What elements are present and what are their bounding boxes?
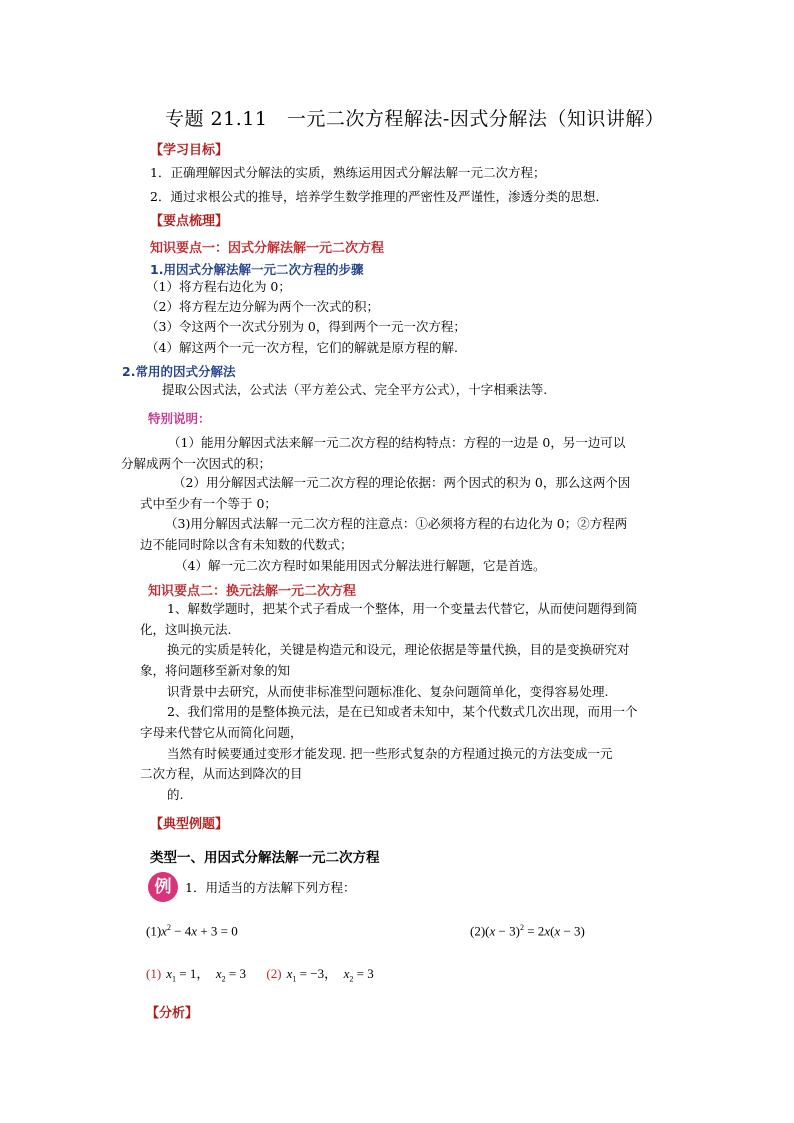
step-3: （3）令这两个一次式分别为 0，得到两个一元一次方程； <box>146 319 466 334</box>
objectives-label: 【学习目标】 <box>150 143 229 158</box>
page-title: 专题 21.11 一元二次方程解法-因式分解法（知识讲解） <box>165 108 665 130</box>
kp2-line-10: 的. <box>167 787 184 802</box>
note-line-6: 边不能同时除以含有未知数的代数式； <box>140 537 353 552</box>
examples-label: 【典型例题】 <box>150 817 229 832</box>
kp2-line-9: 二次方程，从而达到降次的目 <box>140 766 303 781</box>
answer-2: $x_1 = -3$， $x_2 = 3$ <box>286 966 374 984</box>
kp2-line-5: 识背景中去研究，从而使非标准型问题标准化、复杂问题简单化，变得容易处理. <box>167 684 609 699</box>
equation-2-label: (2) <box>470 923 486 939</box>
note-line-1: （1）能用分解因式法来解一元二次方程的结构特点：方程的一边是 0，另一边可以 <box>168 435 626 450</box>
methods-text: 提取公因式法，公式法（平方差公式、完全平方公式），十字相乘法等. <box>162 382 548 397</box>
equation-1: $(1)x^2 - 4x + 3 = 0$ <box>146 923 238 939</box>
kp1-heading: 知识要点一：因式分解法解一元二次方程 <box>150 241 385 256</box>
step-2: （2）将方程左边分解为两个一次式的积； <box>146 299 379 314</box>
example-prompt: 1．用适当的方法解下列方程： <box>185 880 356 895</box>
note-line-2: 分解成两个一次因式的积； <box>121 456 272 471</box>
kp1-sub1-title: 1.用因式分解法解一元二次方程的步骤 <box>150 262 364 277</box>
kp1-sub2-title: 2.常用的因式分解法 <box>122 364 236 379</box>
kp2-heading: 知识要点二：换元法解一元二次方程 <box>148 584 357 599</box>
answer-line <box>146 963 374 984</box>
equation-2: $(2)(x - 3)^2 = 2x(x - 3)$ <box>470 923 585 939</box>
answer-1-label: (1) <box>146 966 162 981</box>
step-4: （4）解这两个一元一次方程，它们的解就是原方程的解. <box>146 340 458 355</box>
objective-2: 2．通过求根公式的推导，培养学生数学推理的严密性及严谨性，渗透分类的思想． <box>150 189 608 204</box>
step-1: （1）将方程右边化为 0； <box>146 279 291 294</box>
type-heading: 类型一、用因式分解法解一元二次方程 <box>150 850 380 866</box>
objective-1: 1．正确理解因式分解法的实质，熟练运用因式分解法解一元二次方程； <box>150 165 546 180</box>
kp2-line-6: 2、我们常用的是整体换元法，是在已知或者未知中，某个代数式几次出现，而用一个 <box>167 704 638 719</box>
analysis-label: 【分析】 <box>146 1006 199 1021</box>
kp2-line-2: 化，这叫换元法. <box>140 622 232 637</box>
answer-1: $x_1 = 1$， $x_2 = 3$ <box>166 966 247 984</box>
kp2-line-3: 换元的实质是转化，关键是构造元和设元，理论依据是等量代换，目的是变换研究对 <box>167 642 630 657</box>
note-line-4: 式中至少有一个等于 0； <box>140 496 277 511</box>
note-line-7: （4）解一元二次方程时如果能用因式分解法进行解题，它是首选。 <box>175 558 546 573</box>
answer-2-label: (2) <box>266 966 282 981</box>
summary-label: 【要点梳理】 <box>150 214 229 229</box>
equation-1-label: (1) <box>146 923 162 939</box>
kp2-line-8: 当然有时候要通过变形才能发现. 把一些形式复杂的方程通过换元的方法变成一元 <box>167 746 613 761</box>
kp2-line-7: 字母来代替它从而简化问题， <box>140 725 303 740</box>
kp2-line-1: 1、解数学题时，把某个式子看成一个整体，用一个变量去代替它，从而使问题得到简 <box>167 601 638 616</box>
note-line-3: （2）用分解因式法解一元二次方程的理论依据：两个因式的积为 0，那么这两个因 <box>173 475 631 490</box>
example-badge: 例 <box>148 872 178 902</box>
note-line-5: （3)用分解因式法解一元二次方程的注意点：①必须将方程的右边化为 0；②方程两 <box>165 516 628 531</box>
kp2-line-4: 象，将问题移至新对象的知 <box>140 663 291 678</box>
note-label: 特别说明： <box>148 411 211 426</box>
